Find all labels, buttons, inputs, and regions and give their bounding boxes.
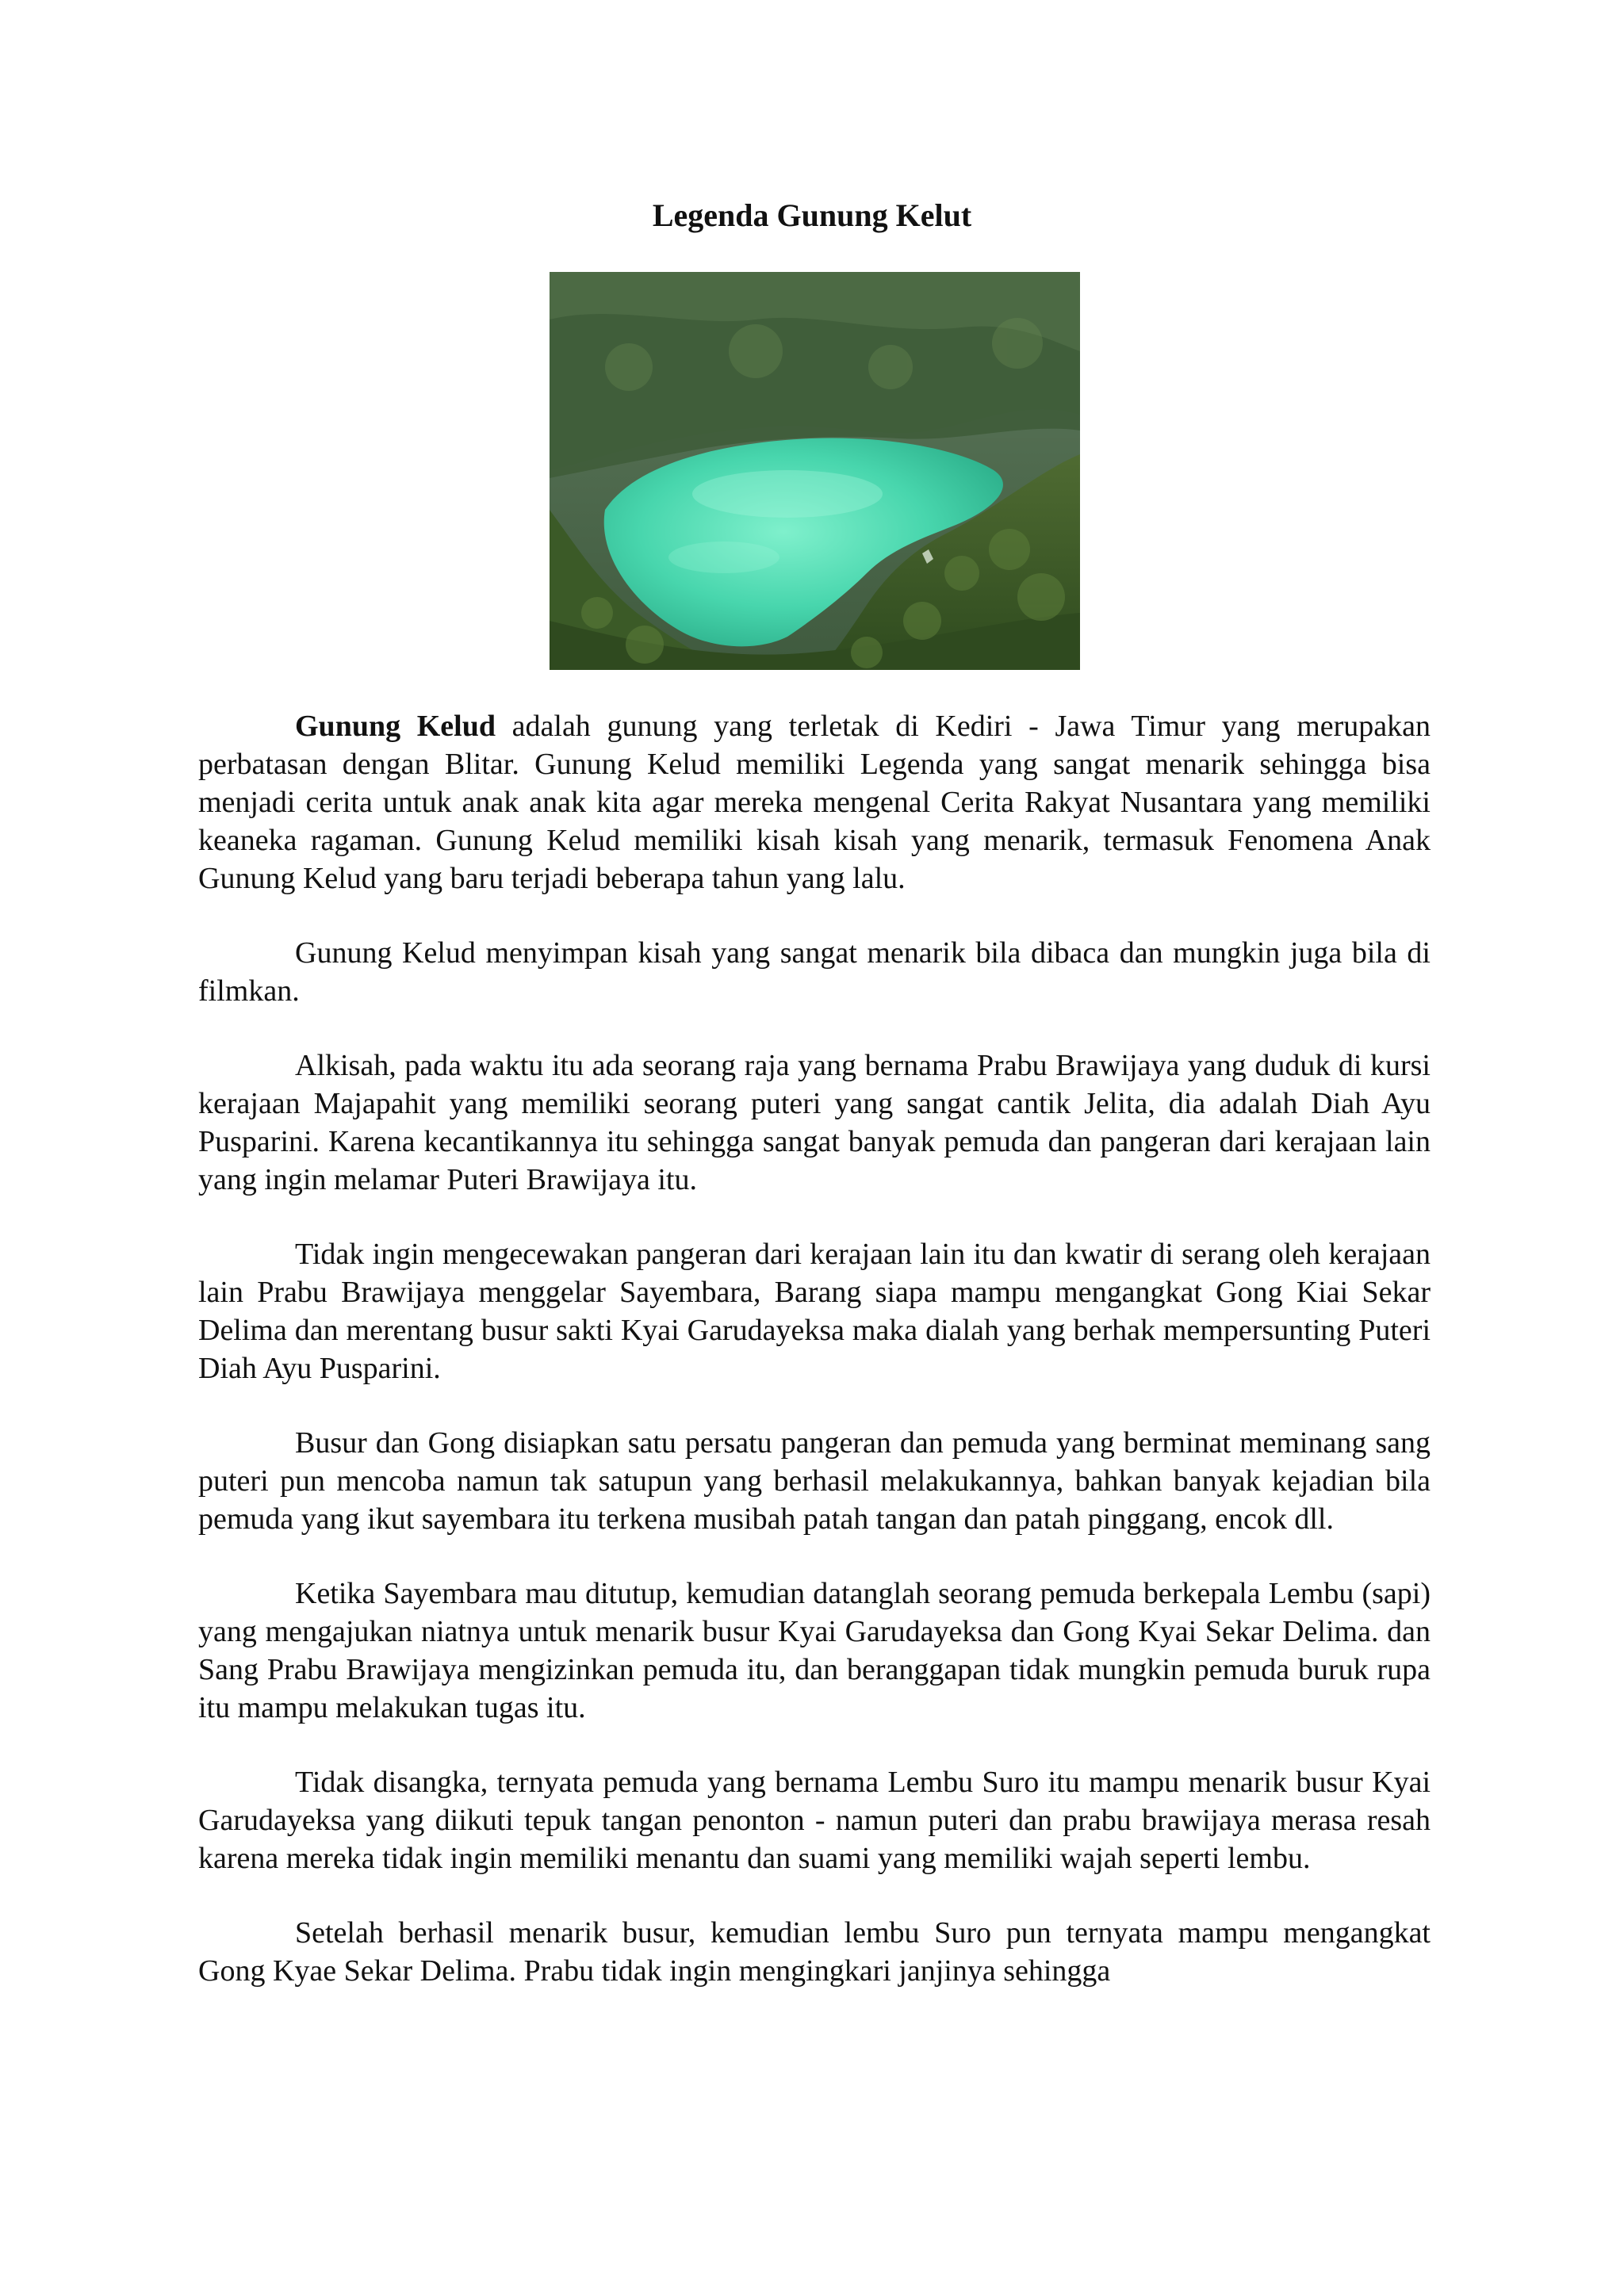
paragraph-2: Gunung Kelud menyimpan kisah yang sangat menarik bila dibaca dan mungkin juga bila di filmkan. bbox=[198, 936, 1431, 1008]
paragraph-6: Ketika Sayembara mau ditutup, kemudian datanglah seorang pemuda berkepala Lembu (sapi) yang mengajukan niatnya untuk menarik busur Kyai Garudayeksa dan Gong Kyai Sekar Delima. dan Sang Prabu Brawijaya mengizinkan pemuda itu, dan beranggapan tidak mungkin pemuda buruk rupa itu mampu melakukan tugas itu. bbox=[198, 1577, 1431, 1724]
document-body bbox=[198, 707, 1431, 2026]
crater-lake-photo bbox=[550, 272, 1080, 670]
paragraph-3: Alkisah, pada waktu itu ada seorang raja yang bernama Prabu Brawijaya yang duduk di kursi kerajaan Majapahit yang memiliki seorang puteri yang sangat cantik Jelita, dia adalah Diah Ayu Pusparini. Karena kecantikannya itu sehingga sangat banyak pemuda dan pangeran dari kerajaan lain yang ingin melamar Puteri Brawijaya itu. bbox=[198, 1049, 1431, 1196]
paragraph-1-lead: Gunung Kelud bbox=[295, 710, 496, 743]
paragraph-4: Tidak ingin mengecewakan pangeran dari kerajaan lain itu dan kwatir di serang oleh kerajaan lain Prabu Brawijaya menggelar Sayembara, Barang siapa mampu mengangkat Gong Kiai Sekar Delima dan merentang busur sakti Kyai Garudayeksa maka dialah yang berhak mempersunting Puteri Diah Ayu Pusparini. bbox=[198, 1238, 1431, 1385]
paragraph-8: Setelah berhasil menarik busur, kemudian lembu Suro pun ternyata mampu mengangkat Gong Kyae Sekar Delima. Prabu tidak ingin mengingkari janjinya sehingga bbox=[198, 1916, 1431, 1988]
paragraph-7: Tidak disangka, ternyata pemuda yang bernama Lembu Suro itu mampu menarik busur Kyai Garudayeksa yang diikuti tepuk tangan penonton - namun puteri dan prabu brawijaya merasa resah karena mereka tidak ingin memiliki menantu dan suami yang memiliki wajah seperti lembu. bbox=[198, 1766, 1431, 1875]
paragraph-5: Busur dan Gong disiapkan satu persatu pangeran dan pemuda yang berminat meminang sang puteri pun mencoba namun tak satupun yang berhasil melakukannya, bahkan banyak kejadian bila pemuda yang ikut sayembara itu terkena musibah patah tangan dan patah pinggang, encok dll. bbox=[198, 1426, 1431, 1536]
document-title: Legenda Gunung Kelut bbox=[652, 197, 972, 233]
paragraph-1 bbox=[198, 707, 1431, 897]
paragraph-1-text: adalah gunung yang terletak di Kediri - Jawa Timur yang merupakan perbatasan dengan Blitar. Gunung Kelud memiliki Legenda yang sangat menarik sehingga bisa menjadi cerita untuk anak anak kita agar mereka mengenal Cerita Rakyat Nusantara yang memiliki keaneka ragaman. Gunung Kelud memiliki kisah kisah yang menarik, termasuk Fenomena Anak Gunung Kelud yang baru terjadi beberapa tahun yang lalu. bbox=[198, 710, 1431, 895]
